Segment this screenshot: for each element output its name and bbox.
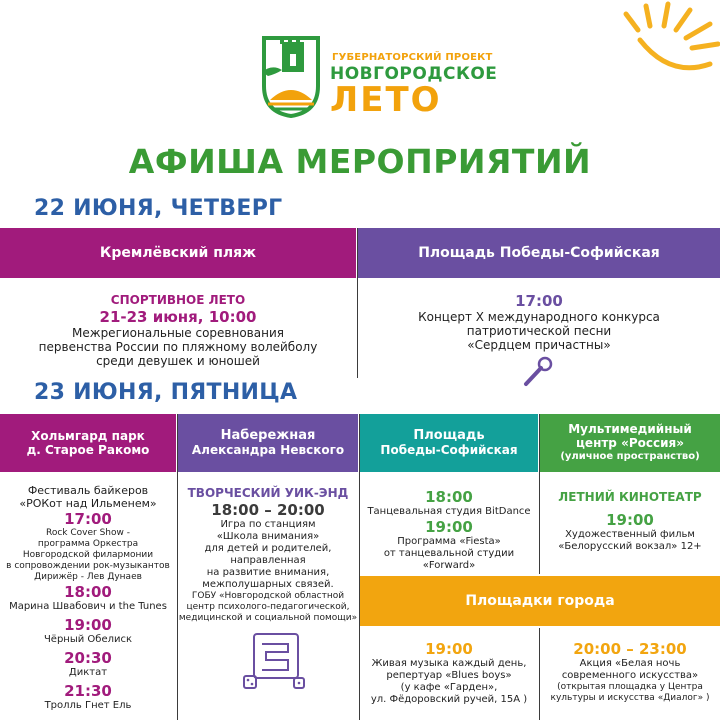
day-1-date: 22 ИЮНЯ, ЧЕТВЕРГ	[34, 196, 283, 221]
event-line: на развитие внимания,	[206, 567, 330, 578]
venue-embankment-band	[178, 414, 358, 472]
event-line: направленная	[230, 555, 306, 566]
event-line: репертуар «Blues boys»	[386, 670, 512, 681]
event-time: 19:00	[425, 640, 473, 658]
city-venues-band	[360, 576, 720, 626]
venue-name: (уличное пространство)	[560, 451, 700, 462]
event-time: 21-23 июня, 10:00	[99, 308, 257, 326]
event-time: 18:00	[425, 488, 473, 506]
event-line: (открытая площадка у Центра	[557, 682, 703, 692]
event-line: ул. Фёдоровский ручей, 15А )	[370, 694, 528, 705]
event-line: Чёрный Обелиск	[43, 634, 133, 645]
event-category: ЛЕТНИЙ КИНОТЕАТР	[558, 490, 702, 504]
venue-victory-square-band	[358, 228, 720, 278]
microphone-icon	[520, 354, 556, 390]
event-line: Дирижёр - Лев Дунаев	[34, 572, 142, 582]
page-title: АФИША МЕРОПРИЯТИЙ	[128, 142, 592, 181]
project-name-line-2: ЛЕТО	[330, 80, 442, 120]
venue-holmgard-band	[0, 414, 176, 472]
event-time: 18:00	[64, 583, 112, 601]
event-line: Новгородской филармонии	[22, 550, 154, 560]
event-line: медицинской и социальной помощи»	[178, 613, 358, 623]
event-line: Художественный фильм	[565, 529, 695, 540]
venue-name: Победы-Софийская	[380, 443, 518, 457]
event-line: культуры и искусства «Диалог» )	[550, 693, 710, 703]
event-line: патриотической песни	[466, 324, 612, 338]
event-line: Диктат	[68, 667, 108, 678]
day-2-date: 23 ИЮНЯ, ПЯТНИЦА	[34, 380, 298, 405]
event-line: Живая музыка каждый день,	[371, 658, 527, 669]
project-name-line-1: НОВГОРОДСКОЕ	[330, 64, 498, 84]
event-line: Фестиваль байкеров	[27, 484, 149, 497]
venue-kremlin-beach: Кремлёвский пляж	[99, 245, 257, 261]
event-patriotic-concert	[358, 292, 720, 352]
event-line: ГОБУ «Новгородской областной	[191, 591, 345, 601]
event-line: Концерт X международного конкурса	[418, 310, 660, 324]
venue-name: Мультимедийный	[568, 422, 692, 436]
event-line: (у кафе «Гарден»,	[400, 682, 498, 693]
event-line: для детей и родителей,	[204, 543, 332, 554]
venue-victory-square-band-2	[360, 414, 538, 472]
sun-icon	[610, 0, 720, 100]
event-summer-cinema	[540, 490, 720, 553]
venue-russia-center-band	[540, 414, 720, 472]
maze-game-icon	[240, 630, 310, 694]
event-time: 21:30	[64, 682, 112, 700]
event-dance-studios	[360, 488, 538, 572]
project-logo-emblem	[258, 34, 324, 118]
event-line: современного искусства»	[561, 670, 699, 681]
event-line: Игра по станциям	[220, 519, 316, 530]
venue-name: д. Старое Ракомо	[26, 443, 150, 457]
venue-name: центр «Россия»	[576, 436, 684, 450]
event-line: первенства России по пляжному волейболу	[38, 340, 318, 354]
event-line: программа Оркестра	[37, 539, 139, 549]
event-time: 17:00	[64, 510, 112, 528]
venue-name: Площадь	[413, 428, 485, 443]
city-venues-label: Площадки города	[465, 593, 615, 609]
event-line: Марина Швабович и the Tunes	[9, 601, 167, 612]
event-time: 19:00	[64, 616, 112, 634]
venue-name: Набережная	[220, 428, 316, 443]
event-time: 20:00 – 23:00	[573, 640, 687, 658]
event-sport-summer	[0, 292, 356, 368]
event-biker-festival	[0, 484, 176, 712]
event-line: центр психолого-педагогической,	[186, 602, 350, 612]
event-line: Танцевальная студия BitDance	[367, 506, 531, 517]
event-line: межполушарных связей.	[202, 579, 334, 590]
project-label: ГУБЕРНАТОРСКИЙ ПРОЕКТ	[332, 52, 493, 63]
event-live-music	[360, 640, 538, 706]
event-category: СПОРТИВНОЕ ЛЕТО	[110, 293, 246, 307]
event-line: Программа «Fiesta»	[397, 536, 501, 547]
event-line: «Сердцем причастны»	[467, 338, 611, 352]
venue-victory-square: Площадь Победы-Софийская	[418, 245, 660, 261]
event-time: 17:00	[515, 292, 563, 310]
event-time: 20:30	[64, 649, 112, 667]
venue-kremlin-beach-band	[0, 228, 356, 278]
event-creative-weekend	[178, 486, 358, 624]
event-line: Акция «Белая ночь	[579, 658, 681, 669]
event-line: «РОКот над Ильменем»	[19, 497, 157, 510]
event-line: Rock Cover Show -	[46, 528, 130, 538]
event-time: 18:00 – 20:00	[211, 501, 325, 519]
event-line: Тролль Гнет Ель	[44, 700, 132, 711]
event-time: 19:00	[606, 511, 654, 529]
event-line: «Школа внимания»	[216, 531, 320, 542]
event-line: от танцевальной студии	[383, 548, 515, 559]
venue-name: Александра Невского	[191, 443, 345, 457]
event-line: среди девушек и юношей	[96, 354, 260, 368]
venue-name: Хольмгард парк	[31, 429, 145, 443]
event-line: в сопровождении рок-музыкантов	[6, 561, 170, 571]
event-category: ТВОРЧЕСКИЙ УИК-ЭНД	[187, 486, 349, 500]
event-line: «Forward»	[422, 560, 476, 571]
event-time: 19:00	[425, 518, 473, 536]
event-white-night	[540, 640, 720, 704]
event-line: «Белорусский вокзал» 12+	[558, 541, 702, 552]
event-line: Межрегиональные соревнования	[72, 326, 284, 340]
